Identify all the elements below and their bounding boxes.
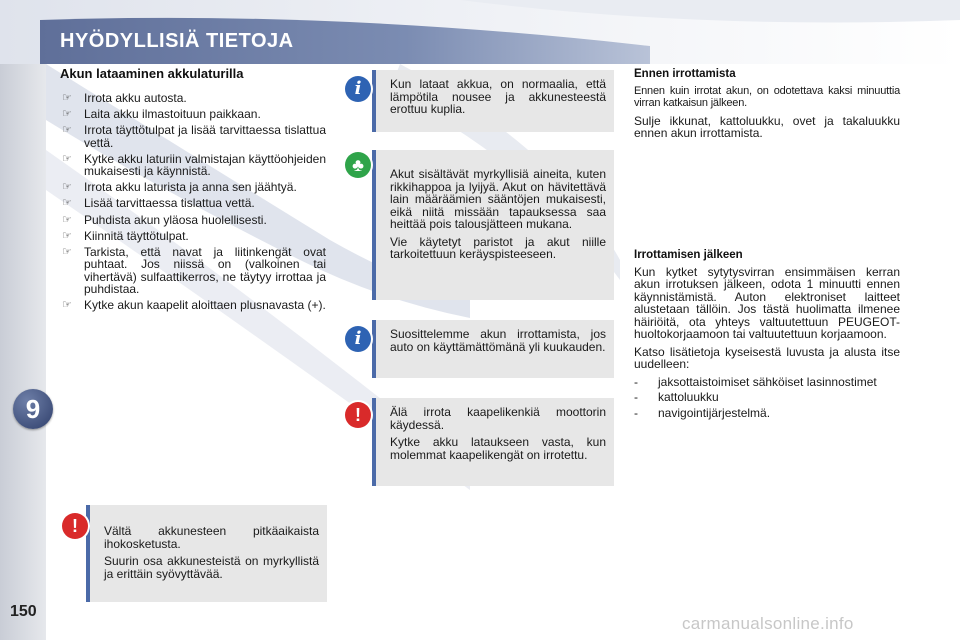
- list-item: - kattoluukku: [634, 391, 900, 404]
- chapter-badge: 9: [13, 389, 53, 429]
- note-paragraph: Suurin osa akkunesteistä on myrkyllistä ja erittäin syövyttävää.: [104, 554, 319, 581]
- paragraph: Ennen kuin irrotat akun, on odotettava kaksi minuuttia virran katkaisun jälkeen.: [634, 84, 900, 109]
- note-recycling: [372, 150, 614, 300]
- pointing-hand-icon: ☞: [62, 213, 72, 226]
- list-item: ☞ Tarkista, että navat ja liitinkengät ovat puhtaat. Jos niissä on (valkoinen tai vihertävä) sulfaattikerros, ne täytyy irrottaa ja puhdistaa.: [62, 244, 326, 297]
- charging-steps-list: [60, 92, 326, 315]
- pointing-hand-icon: ☞: [62, 245, 72, 258]
- pointing-hand-icon: ☞: [62, 229, 72, 242]
- eco-tree-icon: ♣: [345, 152, 371, 178]
- page-number: 150: [10, 603, 37, 620]
- pointing-hand-icon: ☞: [62, 299, 72, 312]
- page-header-title: HYÖDYLLISIÄ TIETOJA: [60, 30, 294, 52]
- list-item: - navigointijärjestelmä.: [634, 407, 900, 420]
- list-item: ☞ Kiinnitä täyttötulpat.: [62, 228, 189, 243]
- note-paragraph: Akut sisältävät myrkyllisiä aineita, kuten rikkihappoa ja lyijyä. Akut on hävitettävä lain määräämien sääntöjen mukaisesti, eikä niitä missään tapauksessa saa heittää pois talousjätteen mukana.: [390, 167, 606, 231]
- info-icon: i: [345, 76, 371, 102]
- note-paragraph: Vältä akkunesteen pitkäaikaista ihokosketusta.: [104, 524, 319, 551]
- pointing-hand-icon: ☞: [62, 152, 72, 165]
- note-charging-info: [372, 70, 614, 132]
- note-acid-warning: [86, 505, 327, 602]
- warning-icon: !: [345, 402, 371, 428]
- list-item: ☞ Irrota akku laturista ja anna sen jäähtyä.: [62, 180, 297, 195]
- warning-icon: !: [62, 513, 88, 539]
- section-title: Akun lataaminen akkulaturilla: [60, 66, 244, 81]
- paragraph: Kun kytket sytytysvirran ensimmäisen kerran akun irrotuksen jälkeen, odota 1 minuutti ennen käynnistämistä. Auton elektroniset laitteet alustetaan tällöin. Jos tästä huolimatta ilmenee häiriöitä, ota yhteys valtuutettuun PEUGEOT-huoltokorjaamoon tai valtuutettuun korjaamoon.: [634, 264, 900, 341]
- note-paragraph: Suosittelemme akun irrottamista, jos auto on käyttämättömänä yli kuukauden.: [390, 327, 606, 354]
- subsection-title: Irrottamisen jälkeen: [634, 249, 743, 261]
- note-engine-warning: [372, 398, 614, 486]
- watermark: carmanualsonline.info: [682, 614, 854, 633]
- list-item: ☞ Irrota akku autosta.: [62, 91, 187, 105]
- reinit-list: [634, 376, 900, 420]
- left-margin-rail: [0, 64, 46, 640]
- list-item: ☞ Laita akku ilmastoituun paikkaan.: [62, 107, 261, 122]
- list-item: ☞ Kytke akun kaapelit aloittaen plusnavasta (+).: [62, 298, 326, 313]
- pointing-hand-icon: ☞: [62, 181, 72, 194]
- pointing-hand-icon: ☞: [62, 197, 72, 210]
- pointing-hand-icon: ☞: [62, 124, 72, 137]
- after-removal-section: [634, 249, 900, 422]
- list-item: ☞ Lisää tarvittaessa tislattua vettä.: [62, 196, 255, 211]
- info-icon: i: [345, 326, 371, 352]
- note-paragraph: Kytke akku lataukseen vasta, kun molemmat kaapelikengät on irrotettu.: [390, 435, 606, 462]
- list-item: ☞ Kytke akku laturiin valmistajan käyttöohjeiden mukaisesti ja käynnistä.: [62, 151, 326, 179]
- note-paragraph: Vie käytetyt paristot ja akut niille tarkoitettuun keräyspisteeseen.: [390, 234, 606, 261]
- pointing-hand-icon: ☞: [62, 108, 72, 121]
- note-paragraph: Älä irrota kaapelikenkiä moottorin käydessä.: [390, 405, 606, 432]
- paragraph: Sulje ikkunat, kattoluukku, ovet ja takaluukku ennen akun irrottamista.: [634, 113, 900, 140]
- subsection-title: Ennen irrottamista: [634, 68, 736, 80]
- note-storage-info: [372, 320, 614, 378]
- paragraph: Katso lisätietoja kyseisestä luvusta ja alusta itse uudelleen:: [634, 344, 900, 371]
- before-removal-section: [634, 68, 900, 145]
- note-paragraph: Kun lataat akkua, on normaalia, että lämpötila nousee ja akkunesteestä erottuu kuplia.: [390, 77, 606, 116]
- list-item: ☞ Puhdista akun yläosa huolellisesti.: [62, 212, 267, 227]
- list-item: - jaksottaistoimiset sähköiset lasinnostimet: [634, 376, 900, 389]
- pointing-hand-icon: ☞: [62, 92, 72, 104]
- list-item: ☞ Irrota täyttötulpat ja lisää tarvittaessa tislattua vettä.: [62, 123, 326, 150]
